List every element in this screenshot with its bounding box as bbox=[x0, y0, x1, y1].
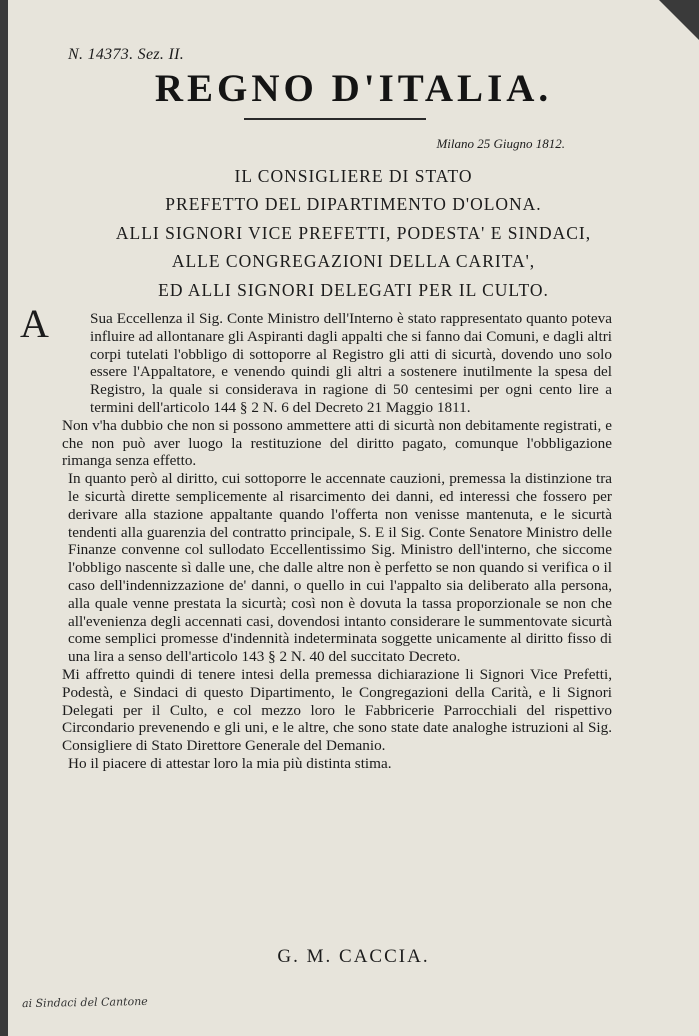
reference-number: N. 14373. Sez. II. bbox=[68, 46, 185, 63]
address-headings bbox=[8, 162, 699, 304]
torn-corner bbox=[659, 0, 699, 40]
document-title: REGNO D'ITALIA. bbox=[154, 67, 553, 110]
heading-line: IL CONSIGLIERE DI STATO bbox=[234, 166, 473, 186]
paragraph: In quanto però al diritto, cui sottoporre le accennate cauzioni, premessa la distinzione tra le sicurtà dirette semplicemente al risarcimento dei danni, ed interessi che fossero per derivare alla stazione appaltante quando l'offerta non venisse mantenuta, e le sicurtà tendenti alla guarenzia del contratto principale, S. E il Sig. Conte Senatore Ministro delle Finanze convenne col sullodato Eccellentissimo Sig. Ministro dell'interno, che siccome l'obbligo nascente sì dalle une, che dalle altre non è perfetto se non quando si verifica o il caso dell'indennizzazione de' danni, o quello in cui l'appalto sia deliberato alla persona, alla quale venne prestata la sicurtà; così non è dovuta la tassa proporzionale se non che all'evenienza degli accennati casi, dovendosi intanto considerare le summentovate sicurtà come semplici promesse d'indennità indeterminata soggette unicamente al diritto fisso di una lira a senso dell'articolo 143 § 2 N. 40 del succitato Decreto. bbox=[68, 470, 612, 666]
heading-line: ALLE CONGREGAZIONI DELLA CARITA', bbox=[171, 251, 536, 272]
heading-line: PREFETTO DEL DIPARTIMENTO D'OLONA. bbox=[165, 194, 542, 215]
heading-line: ED ALLI SIGNORI DELEGATI PER IL CULTO. bbox=[158, 279, 549, 300]
paragraph: Mi affretto quindi di tenere intesi della premessa dichiarazione li Signori Vice Prefetti, Podestà, e Sindaci di questo Dipartimento, le Congregazioni della Carità, e li Signori Delegati per il Culto, e col mezzo loro le Fabbricerie Parrocchiali del rispettivo Circondario prevenendo e gli uni, e le altre, che sono state date analoghe istruzioni al Sig. Consigliere di Stato Direttore Generale del Demanio. bbox=[62, 665, 612, 755]
paragraph: Non v'ha dubbio che non si possono ammettere atti di sicurtà non debitamente registrati, e che non può aver luogo la restituzione del diritto pagato, comunque l'obbligazione rimanga senza effetto. bbox=[62, 416, 612, 470]
document-sheet bbox=[8, 0, 699, 1036]
paragraph: Ho il piacere di attestar loro la mia più distinta stima. bbox=[68, 754, 392, 772]
title-rule bbox=[244, 118, 426, 120]
body-text bbox=[62, 310, 612, 773]
heading-line: ALLI SIGNORI VICE PREFETTI, PODESTA' E SINDACI, bbox=[115, 222, 592, 243]
signature: G. M. CACCIA. bbox=[277, 946, 430, 967]
dateline: Milano 25 Giugno 1812. bbox=[436, 136, 565, 151]
drop-cap: A bbox=[20, 301, 49, 346]
handwritten-note: ai Sindaci del Cantone bbox=[21, 994, 148, 1011]
paragraph: Sua Eccellenza il Sig. Conte Ministro dell'Interno è stato rappresentato quanto poteva influire ad allontanare gli Aspiranti dagli appalti che si fanno dai Comuni, e dagli altri corpi tutelati l'obbligo di sottoporre al Registro gli atti di sicurtà, dovendo uno solo essere l'Appaltatore, e venendo quindi gli altri a sostenere inutilmente la spesa del Registro, la quale si considerava in ragione di 50 centesimi per ogni cento lire a termini dell'articolo 144 § 2 N. 6 del Decreto 21 Maggio 1811. bbox=[90, 310, 612, 416]
